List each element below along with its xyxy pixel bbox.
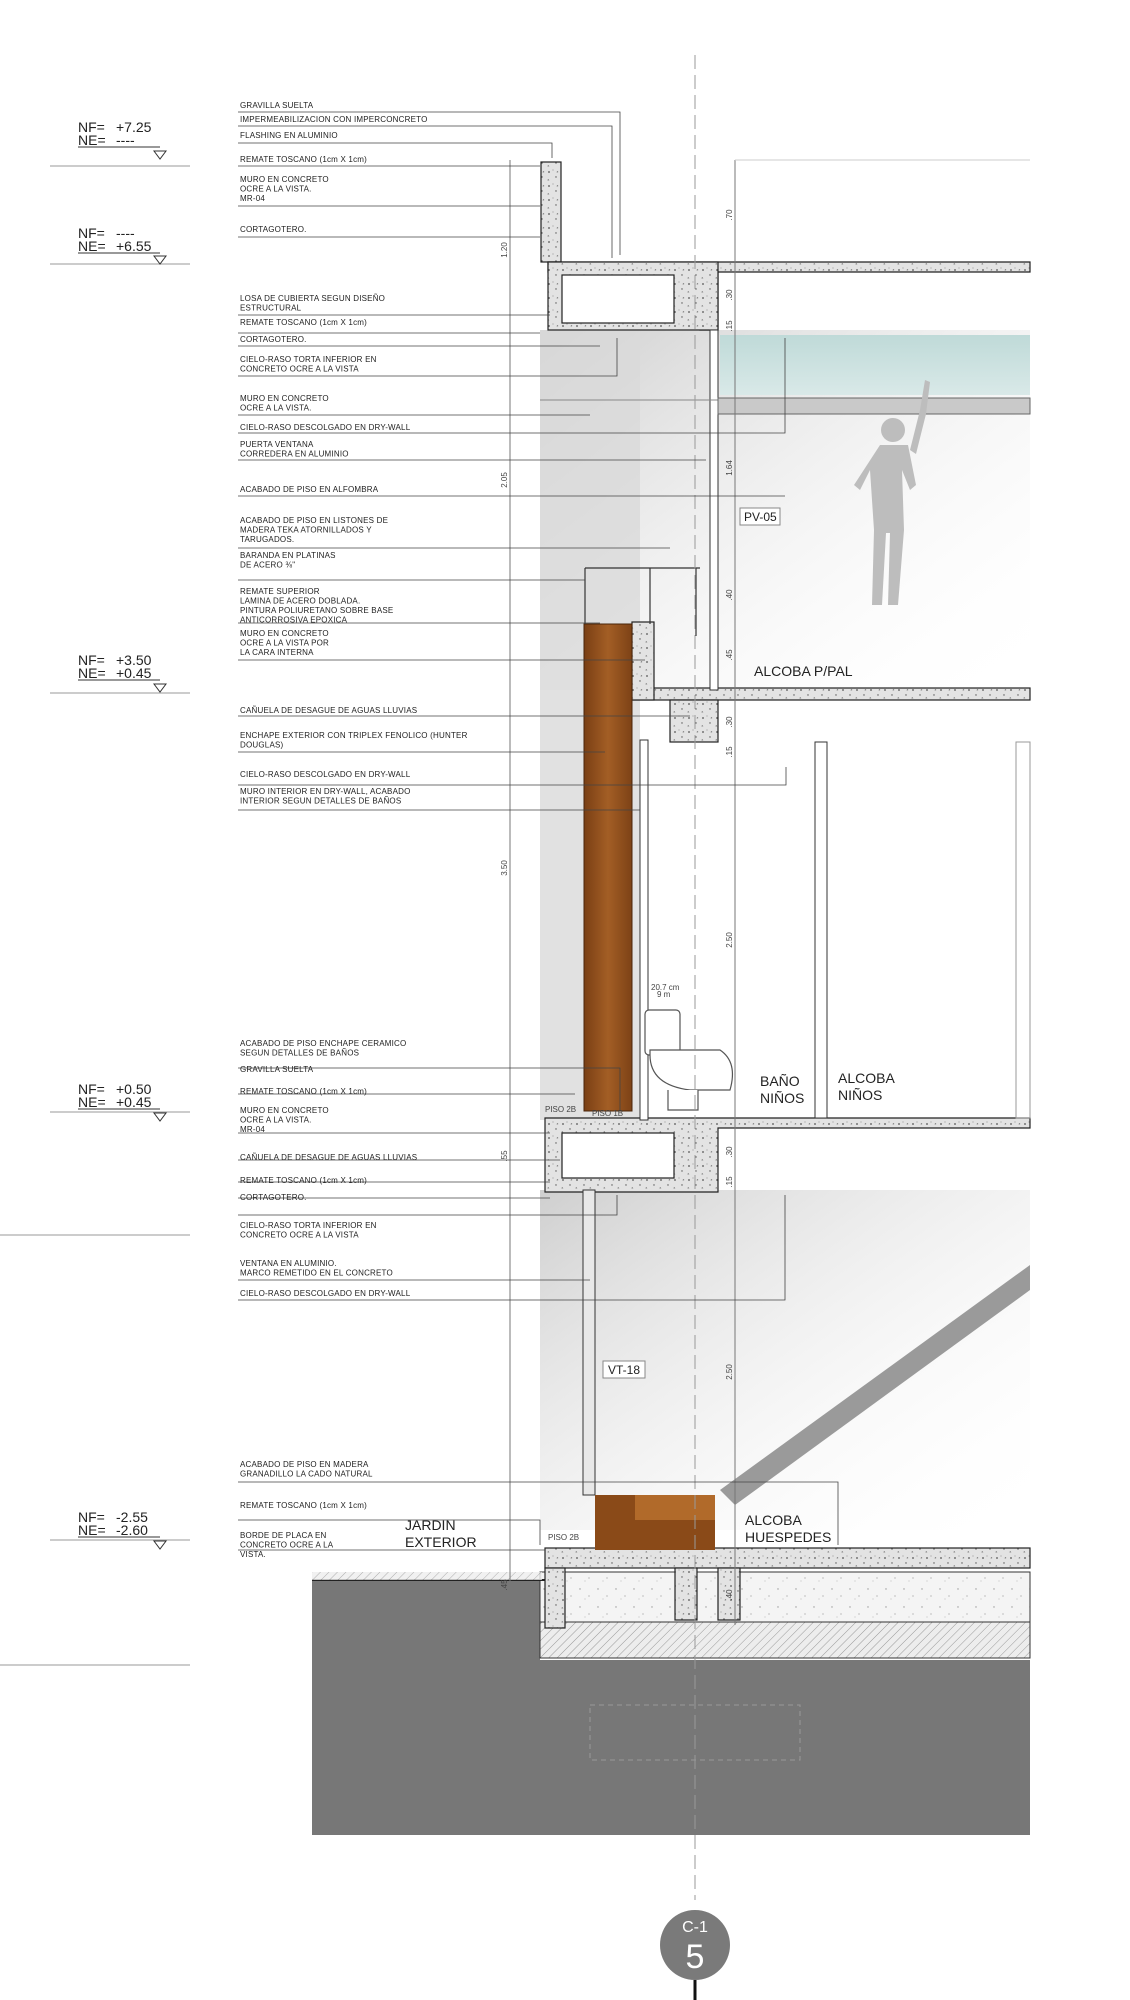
annotation-label: ACABADO DE PISO EN ALFOMBRA <box>240 485 379 494</box>
small-label: 20.7 cm <box>651 983 680 992</box>
room-label: BAÑO NIÑOS <box>760 1073 805 1106</box>
dimension-label: .30 <box>725 289 734 301</box>
svg-text:NF=: NF= <box>78 1509 105 1525</box>
annotation-label: REMATE TOSCANO (1cm X 1cm) <box>240 1087 367 1096</box>
level-marker <box>78 225 166 264</box>
level-marker <box>78 652 166 692</box>
tag-vt-18: VT-18 <box>608 1363 641 1377</box>
annotation-label: GRAVILLA SUELTA <box>240 1065 314 1074</box>
svg-text:----: ---- <box>116 225 135 241</box>
level-marker <box>78 119 166 159</box>
annotation-label: REMATE SUPERIOR LAMINA DE ACERO DOBLADA. PINTURA POLIURETANO SOBRE BASE ANTICORROSIVA EPOXICA <box>240 587 394 625</box>
toilet-fixture <box>645 1010 732 1110</box>
svg-text:----: ---- <box>116 132 135 148</box>
annotation-label: FLASHING EN ALUMINIO <box>240 131 338 140</box>
level-triangle-icon <box>154 1113 166 1121</box>
dimension-label: 1.20 <box>500 242 509 258</box>
dimension-label: 1.64 <box>725 460 734 476</box>
svg-text:NE=: NE= <box>78 1094 106 1110</box>
svg-text:+7.25: +7.25 <box>116 119 152 135</box>
dimension-label: 3.50 <box>500 860 509 876</box>
annotation-label: ENCHAPE EXTERIOR CON TRIPLEX FENOLICO (HUNTER DOUGLAS) <box>240 731 468 750</box>
dimension-label: 2.50 <box>725 932 734 948</box>
dimension-label: .15 <box>725 746 734 758</box>
svg-text:+3.50: +3.50 <box>116 652 152 668</box>
annotation-label: CIELO-RASO DESCOLGADO EN DRY-WALL <box>240 770 411 779</box>
annotation-label: BARANDA EN PLATINAS DE ACERO ⅜" <box>240 551 336 570</box>
annotation-label: BORDE DE PLACA EN CONCRETO OCRE A LA VISTA. <box>240 1531 334 1559</box>
svg-text:NE=: NE= <box>78 238 106 254</box>
annotation-label: GRAVILLA SUELTA <box>240 101 314 110</box>
annotation-label: PUERTA VENTANA CORREDERA EN ALUMINIO <box>240 440 349 459</box>
section-badge-code: C-1 <box>682 1919 708 1936</box>
annotation-label: CORTAGOTERO. <box>240 1193 307 1202</box>
dimension-label: 2.50 <box>725 1364 734 1380</box>
svg-text:+0.50: +0.50 <box>116 1081 152 1097</box>
small-label: PISO 1B <box>592 1109 624 1118</box>
svg-text:NE=: NE= <box>78 1522 106 1538</box>
svg-text:NE=: NE= <box>78 132 106 148</box>
tag-pv-05: PV-05 <box>744 510 777 524</box>
dimension-label: .55 <box>500 1150 509 1162</box>
svg-text:NE=: NE= <box>78 665 106 681</box>
dimension-label: .40 <box>725 1589 734 1601</box>
level-triangle-icon <box>154 1541 166 1549</box>
svg-text:NF=: NF= <box>78 652 105 668</box>
svg-text:-2.55: -2.55 <box>116 1509 148 1525</box>
annotation-label: CIELO-RASO TORTA INFERIOR EN CONCRETO OCRE A LA VISTA <box>240 355 377 374</box>
annotation-label: CIELO-RASO DESCOLGADO EN DRY-WALL <box>240 1289 411 1298</box>
dimension-label: .30 <box>725 1146 734 1158</box>
svg-text:+6.55: +6.55 <box>116 238 152 254</box>
annotation-label: ACABADO DE PISO EN LISTONES DE MADERA TEKA ATORNILLADOS Y TARUGADOS. <box>240 516 389 544</box>
annotation-label: MURO INTERIOR EN DRY-WALL, ACABADO INTERIOR SEGUN DETALLES DE BAÑOS <box>240 787 411 806</box>
room-label: JARDIN EXTERIOR <box>405 1517 477 1550</box>
dimension-label: .30 <box>725 716 734 728</box>
level-triangle-icon <box>154 256 166 264</box>
annotation-label: IMPERMEABILIZACION CON IMPERCONCRETO <box>240 115 428 124</box>
annotation-label: MURO EN CONCRETO OCRE A LA VISTA. <box>240 394 329 413</box>
dimension-label: .40 <box>725 589 734 601</box>
room-label: ALCOBA NIÑOS <box>838 1070 895 1103</box>
annotation-label: CIELO-RASO TORTA INFERIOR EN CONCRETO OCRE A LA VISTA <box>240 1221 377 1240</box>
level-marker <box>78 1081 166 1121</box>
annotation-label: MURO EN CONCRETO OCRE A LA VISTA. MR-04 <box>240 1106 329 1134</box>
level-triangle-icon <box>154 684 166 692</box>
small-label: PISO 2B <box>548 1533 580 1542</box>
dimension-label: .45 <box>500 1579 509 1591</box>
annotation-label: VENTANA EN ALUMINIO. MARCO REMETIDO EN EL CONCRETO <box>240 1259 393 1278</box>
annotation-label: REMATE TOSCANO (1cm X 1cm) <box>240 155 367 164</box>
small-label: 9 m <box>657 990 671 999</box>
dimension-label: .15 <box>725 320 734 332</box>
annotation-label: ACABADO DE PISO EN MADERA GRANADILLO LA CADO NATURAL <box>240 1460 373 1479</box>
level-markers <box>78 119 166 1549</box>
small-label: PISO 2B <box>545 1105 577 1114</box>
annotation-label: REMATE TOSCANO (1cm X 1cm) <box>240 318 367 327</box>
dimension-label: .45 <box>725 649 734 661</box>
dimension-label: .70 <box>725 209 734 221</box>
svg-text:+0.45: +0.45 <box>116 665 152 681</box>
svg-text:NF=: NF= <box>78 119 105 135</box>
annotation-list <box>240 101 468 1559</box>
annotation-label: CORTAGOTERO. <box>240 335 307 344</box>
annotation-label: ACABADO DE PISO ENCHAPE CERAMICO SEGUN DETALLES DE BAÑOS <box>240 1039 407 1058</box>
annotation-label: REMATE TOSCANO (1cm X 1cm) <box>240 1176 367 1185</box>
annotation-label: REMATE TOSCANO (1cm X 1cm) <box>240 1501 367 1510</box>
annotation-label: CORTAGOTERO. <box>240 225 307 234</box>
svg-text:NF=: NF= <box>78 1081 105 1097</box>
room-label: ALCOBA HUESPEDES <box>745 1512 832 1545</box>
annotation-label: CAÑUELA DE DESAGUE DE AGUAS LLUVIAS <box>240 706 418 715</box>
section-badge <box>660 1910 730 2000</box>
annotation-label: MURO EN CONCRETO OCRE A LA VISTA. MR-04 <box>240 175 329 203</box>
svg-text:NF=: NF= <box>78 225 105 241</box>
annotation-label: MURO EN CONCRETO OCRE A LA VISTA POR LA CARA INTERNA <box>240 629 330 657</box>
dimension-label: .15 <box>725 1176 734 1188</box>
room-label: ALCOBA P/PAL <box>754 663 853 679</box>
level-triangle-icon <box>154 151 166 159</box>
ground-section <box>312 1572 1030 1835</box>
annotation-label: LOSA DE CUBIERTA SEGUN DISEÑO ESTRUCTURAL <box>240 294 386 313</box>
section-badge-number: 5 <box>685 1938 705 1976</box>
annotation-label: CAÑUELA DE DESAGUE DE AGUAS LLUVIAS <box>240 1153 418 1162</box>
dimension-label: 2.05 <box>500 472 509 488</box>
level-marker <box>78 1509 166 1549</box>
svg-text:-2.60: -2.60 <box>116 1522 148 1538</box>
annotation-label: CIELO-RASO DESCOLGADO EN DRY-WALL <box>240 423 411 432</box>
svg-text:+0.45: +0.45 <box>116 1094 152 1110</box>
